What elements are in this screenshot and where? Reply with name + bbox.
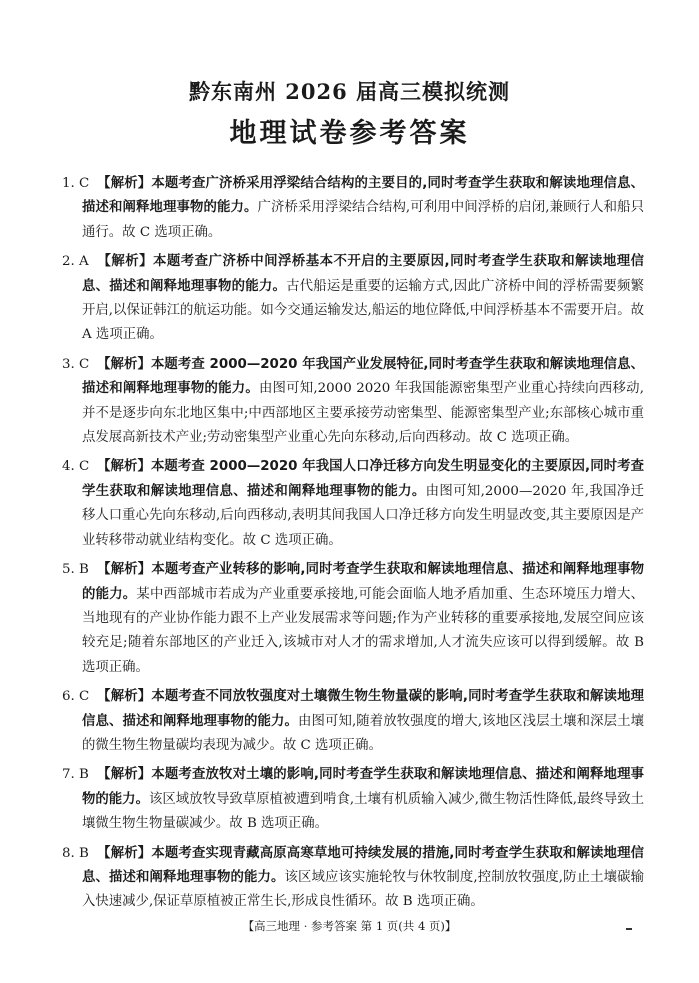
question-number: 5.	[62, 562, 75, 578]
analysis-tag: 【解析】	[97, 845, 152, 861]
question-number: 1.	[62, 176, 75, 191]
analysis-tag: 【解析】	[97, 356, 151, 372]
answer-letter: B	[79, 562, 89, 578]
answer-letter: C	[79, 459, 90, 475]
explanation-key: 本题考查放牧对土壤的影响,同时考查学生获取和解读地理信息、描述和阐释地理事物的能力。	[82, 767, 645, 807]
answer-explanation	[62, 842, 644, 915]
question-number: 2.	[62, 254, 75, 270]
explanation-text: 古代船运是重要的运输方式,因此广济桥中间的浮桥需要频繁开启,以保证韩江的航运功能。如今交通运输发达,船运的地位降低,中间浮桥基本不需要开启。故 A 选项正确。	[82, 278, 645, 343]
answer-item	[62, 353, 644, 451]
analysis-tag: 【解析】	[97, 767, 152, 783]
explanation-text: 广济桥采用浮梁结合结构,可利用中间浮桥的启闭,兼顾行人和船只通行。故 C 选项正确。	[82, 200, 645, 240]
explanation-text: 该区域应该实施轮牧与休牧制度,控制放牧强度,防止土壤碳输入快速减少,保证草原植被正常生长,形成良性循环。故 B 选项正确。	[82, 869, 645, 910]
corner-mark	[626, 928, 632, 930]
explanation-key: 本题考查广济桥中间浮桥基本不开启的主要原因,同时考查学生获取和解读地理信息、描述和阐释地理事物的能力。	[82, 254, 645, 294]
document-title: 地理试卷参考答案	[229, 118, 470, 149]
answer-explanation	[62, 763, 644, 836]
answer-item	[62, 455, 644, 553]
exam-title: 黔东南州 2026 届高三模拟统测	[188, 79, 511, 104]
question-number: 8.	[62, 845, 75, 861]
explanation-text: 该区域放牧导致草原植被遭到啃食,土壤有机质输入减少,微生物活性降低,最终导致土壤微生物生物量碳减少。故 B 选项正确。	[82, 791, 644, 832]
answer-item	[62, 250, 644, 348]
answer-explanation	[62, 353, 644, 451]
question-number: 3.	[62, 356, 75, 372]
answer-letter: B	[79, 845, 89, 861]
answer-explanation	[62, 172, 644, 245]
answer-letter: C	[79, 689, 90, 705]
question-number: 7.	[62, 767, 75, 783]
analysis-tag: 【解析】	[97, 176, 152, 191]
answer-explanation	[62, 250, 644, 348]
question-number: 4.	[62, 459, 75, 475]
answer-letter: C	[79, 356, 90, 372]
answer-letter: B	[79, 767, 89, 783]
analysis-tag: 【解析】	[97, 689, 152, 705]
explanation-key: 本题考查产业转移的影响,同时考查学生获取和解读地理信息、描述和阐释地理事物的能力。	[82, 562, 645, 602]
answer-item	[62, 558, 644, 680]
analysis-tag: 【解析】	[97, 254, 154, 270]
answer-list	[62, 172, 644, 920]
answer-item	[62, 842, 644, 915]
answer-item	[62, 763, 644, 836]
answer-explanation	[62, 455, 644, 553]
answer-letter: A	[79, 254, 89, 270]
answer-explanation	[62, 685, 644, 758]
explanation-key: 本题考查不同放牧强度对土壤微生物生物量碳的影响,同时考查学生获取和解读地理信息、描述和阐释地理事物的能力。	[82, 689, 645, 729]
answer-item	[62, 172, 644, 245]
explanation-key: 本题考查广济桥采用浮梁结合结构的主要目的,同时考查学生获取和解读地理信息、描述和阐释地理事物的能力。	[82, 176, 645, 216]
explanation-text: 由图可知,2000—2020 年,我国净迁移人口重心先向东移动,后向西移动,表明其间我国人口净迁移方向发生明显改变,其主要原因是产业转移带动就业结构变化。故 C 选项正确。	[82, 483, 644, 548]
answer-letter: C	[79, 176, 90, 191]
question-number: 6.	[62, 689, 75, 705]
analysis-tag: 【解析】	[97, 459, 151, 475]
answer-explanation	[62, 558, 644, 680]
page-footer: 【高三地理 · 参考答案 第 1 页(共 4 页)】	[242, 919, 457, 933]
explanation-text: 由图可知,随着放牧强度的增大,该地区浅层土壤和深层土壤的微生物生物量碳均表现为减少。故 C 选项正确。	[82, 713, 644, 753]
answer-item	[62, 685, 644, 758]
explanation-text: 由图可知,2000 2020 年我国能源密集型产业重心持续向西移动,并不是逐步向东北地区集中;中西部地区主要承接劳动密集型、能源密集型产业;东部核心城市重点发展高新技术产业;劳动密集型产业重心先向东移动,后向西移动。故 C 选项正确。	[82, 381, 644, 446]
analysis-tag: 【解析】	[97, 562, 152, 578]
explanation-key: 本题考查实现青藏高原高寒草地可持续发展的措施,同时考查学生获取和解读地理信息、描述和阐释地理事物的能力。	[82, 845, 645, 885]
explanation-key: 本题考查 2000—2020 年我国人口净迁移方向发生明显变化的主要原因,同时考查学生获取和解读地理信息、描述和阐释地理事物的能力。	[82, 459, 644, 499]
explanation-text: 某中西部城市若成为产业重要承接地,可能会面临人地矛盾加重、生态环境压力增大、当地现有的产业协作能力跟不上产业发展需求等问题;作为产业转移的重要承接地,发展空间应该较充足;随着东部地区的产业迁入,该城市对人才的需求增加,人才流失应该可以得到缓解。故 B 选项正确。	[82, 586, 644, 675]
explanation-key: 本题考查 2000—2020 年我国产业发展特征,同时考查学生获取和解读地理信息、描述和阐释地理事物的能力。	[82, 356, 644, 397]
